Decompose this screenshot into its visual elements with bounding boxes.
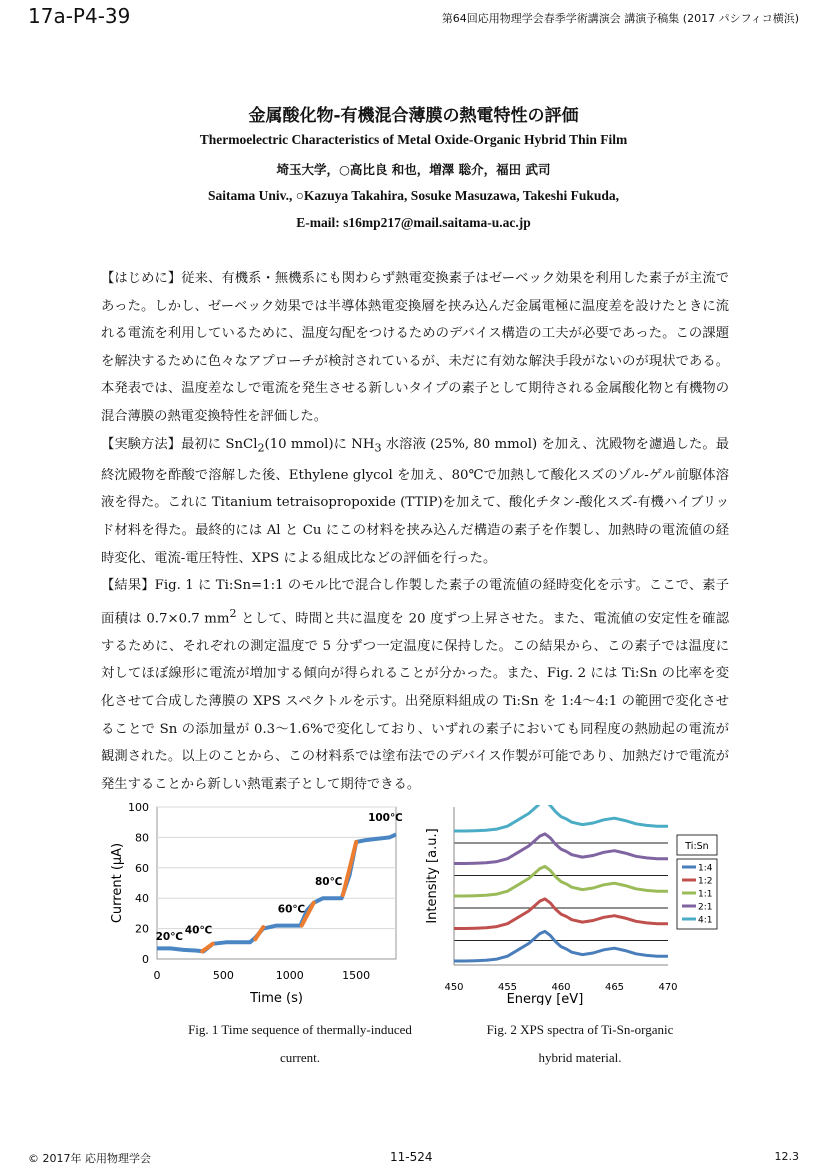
method-text-c: 水溶液 (25%, 80 mmol) を加え、沈殿物を濾過した。最終沈殿物を酢酸で溶解した後、Ethylene glycol を加え、80℃で加熱して酸化スズのゾル-ゲル前駆体溶液を得た。これに Titanium tetraisopropoxide (TTIP)を加えて、酸化チタン-酸化スズ-有機ハイブリッド材料を得た。最終的には Al と Cu にこの材料を挟み込んだ構造の素子を作製し、加熱時の電流値の経時変化、電流-電圧特性、XPS による組成比などの評価を行った。: [101, 436, 730, 566]
figure-1-caption: [160, 1016, 440, 1072]
spectrum-line-4-1: [454, 805, 668, 831]
method-paragraph: [101, 431, 729, 573]
method-text-a: 最初に SnCl: [181, 436, 258, 452]
y-tick-label: 40: [135, 892, 149, 906]
y-tick-label: 0: [142, 953, 149, 966]
fig2-caption-line2: hybrid material.: [538, 1050, 622, 1065]
x-tick-label: 450: [444, 982, 464, 993]
x-axis-label: Energy [eV]: [506, 992, 584, 1005]
footer-number: 12.3: [774, 1150, 799, 1163]
y-tick-label: 20: [135, 922, 149, 936]
x-tick-label: 0: [153, 969, 161, 982]
intro-paragraph: [101, 265, 729, 431]
body-text: [101, 265, 729, 798]
legend-title: Ti:Sn: [685, 841, 709, 852]
method-sub-1: 2: [257, 441, 265, 455]
paper-code: 17a-P4-39: [28, 4, 131, 28]
result-text-b: として、時間と共に温度を 20 度ずつ上昇させた。また、電流値の安定性を確認するために、それぞれの測定温度で 5 分ずつ一定温度に保持した。この結果から、この素子では温度に対してほぼ線形に電流が増加する傾向が得られることが分かった。また、Fig. 2 には Ti:Sn の比率を変化させて合成した薄膜の XPS スペクトルを示す。出発原料組成の Ti:Sn を 1:4〜4:1 の範囲で変化させることで Sn の添加量が 0.3〜1.6%で変化しており、いずれの素子においても同程度の熱励起の電流が観測された。以上のことから、この材料系では塗布法でのデバイス作製が可能であり、加熱だけで電流が発生することから新しい熱電素子として期待できる。: [101, 611, 729, 792]
legend-label: 1:4: [698, 863, 713, 874]
footer-copyright: © 2017年 応用物理学会: [28, 1152, 151, 1165]
title-japanese: 金属酸化物-有機混合薄膜の熱電特性の評価: [248, 106, 579, 126]
temperature-label: 40℃: [184, 924, 213, 937]
result-sup: 2: [229, 606, 237, 620]
figure-2-chart: [420, 805, 730, 1005]
result-heading: 【結果】: [101, 578, 155, 594]
spectrum-line-1-2: [454, 899, 668, 929]
intro-text: 従来、有機系・無機系にも関わらず熱電変換素子はゼーベック効果を利用した素子が主流であった。しかし、ゼーベック効果では半導体熱電変換層を挟み込んだ金属電極に温度差を設けたときに流れる電流を利用しているために、温度勾配をつけるためのデバイス構造の工夫が必要であった。この課題を解決するために色々なアプローチが検討されているが、未だに有効な解決手段がないのが現状である。本発表では、温度差なしで電流を発生させる新しいタイプの素子として期待される金属酸化物と有機物の混合薄膜の熱電変換特性を評価した。: [101, 271, 730, 424]
x-tick-label: 460: [551, 982, 571, 993]
x-axis-label: Time (s): [250, 991, 303, 1006]
y-axis-label: Current (μA): [110, 842, 125, 924]
method-text-b: (10 mmol)に NH: [264, 436, 375, 452]
x-tick-label: 465: [604, 982, 625, 993]
email-address: E-mail: s16mp217@mail.saitama-u.ac.jp: [296, 215, 531, 230]
x-tick-label: 1500: [342, 969, 371, 982]
y-tick-label: 100: [128, 801, 149, 814]
result-text-a: Fig. 1 に Ti:Sn=1:1 のモル比で混合し作製した素子の電流値の経時変化を示す。ここで、素子面積は 0.7×0.7 mm: [101, 578, 729, 627]
temperature-label: 80℃: [314, 876, 343, 889]
y-axis-label: Intensity [a.u.]: [425, 828, 440, 924]
authors-english: Saitama Univ., ○Kazuya Takahira, Sosuke Masuzawa, Takeshi Fukuda,: [207, 188, 620, 203]
fig1-caption-line1: Fig. 1 Time sequence of thermally-induced: [188, 1022, 412, 1037]
footer-page: 11-524: [390, 1150, 433, 1164]
legend-label: 1:2: [698, 876, 713, 887]
conference-header: 第64回応用物理学会春季学術講演会 講演予稿集 (2017 パシフィコ横浜): [441, 12, 799, 25]
spectrum-line-2-1: [454, 834, 668, 864]
intro-heading: 【はじめに】: [101, 271, 182, 286]
fig1-caption-line2: current.: [279, 1050, 321, 1065]
y-tick-label: 80: [135, 831, 149, 845]
method-heading: 【実験方法】: [101, 436, 182, 452]
x-tick-label: 470: [658, 982, 678, 993]
legend-label: 4:1: [698, 915, 713, 926]
spectrum-line-1-1: [454, 866, 668, 896]
fig2-caption-line1: Fig. 2 XPS spectra of Ti-Sn-organic: [486, 1022, 674, 1037]
temperature-label: 60℃: [277, 903, 306, 916]
legend-label: 2:1: [698, 902, 713, 913]
y-tick-label: 60: [135, 861, 149, 875]
method-sub-2: 3: [374, 441, 382, 455]
x-tick-label: 500: [212, 969, 234, 982]
x-tick-label: 455: [497, 982, 518, 993]
legend-label: 1:1: [698, 889, 713, 900]
figure-1-chart: [100, 795, 410, 1010]
result-paragraph: [101, 572, 729, 798]
title-english: Thermoelectric Characteristics of Metal Oxide-Organic Hybrid Thin Film: [199, 132, 628, 147]
authors-japanese: 埼玉大学，○高比良 和也，増澤 聡介，福田 武司: [276, 162, 551, 177]
spectrum-line-1-4: [454, 931, 668, 961]
x-tick-label: 1000: [275, 969, 304, 982]
figure-2-caption: [440, 1016, 720, 1072]
temperature-label: 20℃: [155, 930, 183, 943]
heating-ramp-segment: [343, 842, 356, 895]
temperature-label: 100℃: [368, 812, 403, 825]
